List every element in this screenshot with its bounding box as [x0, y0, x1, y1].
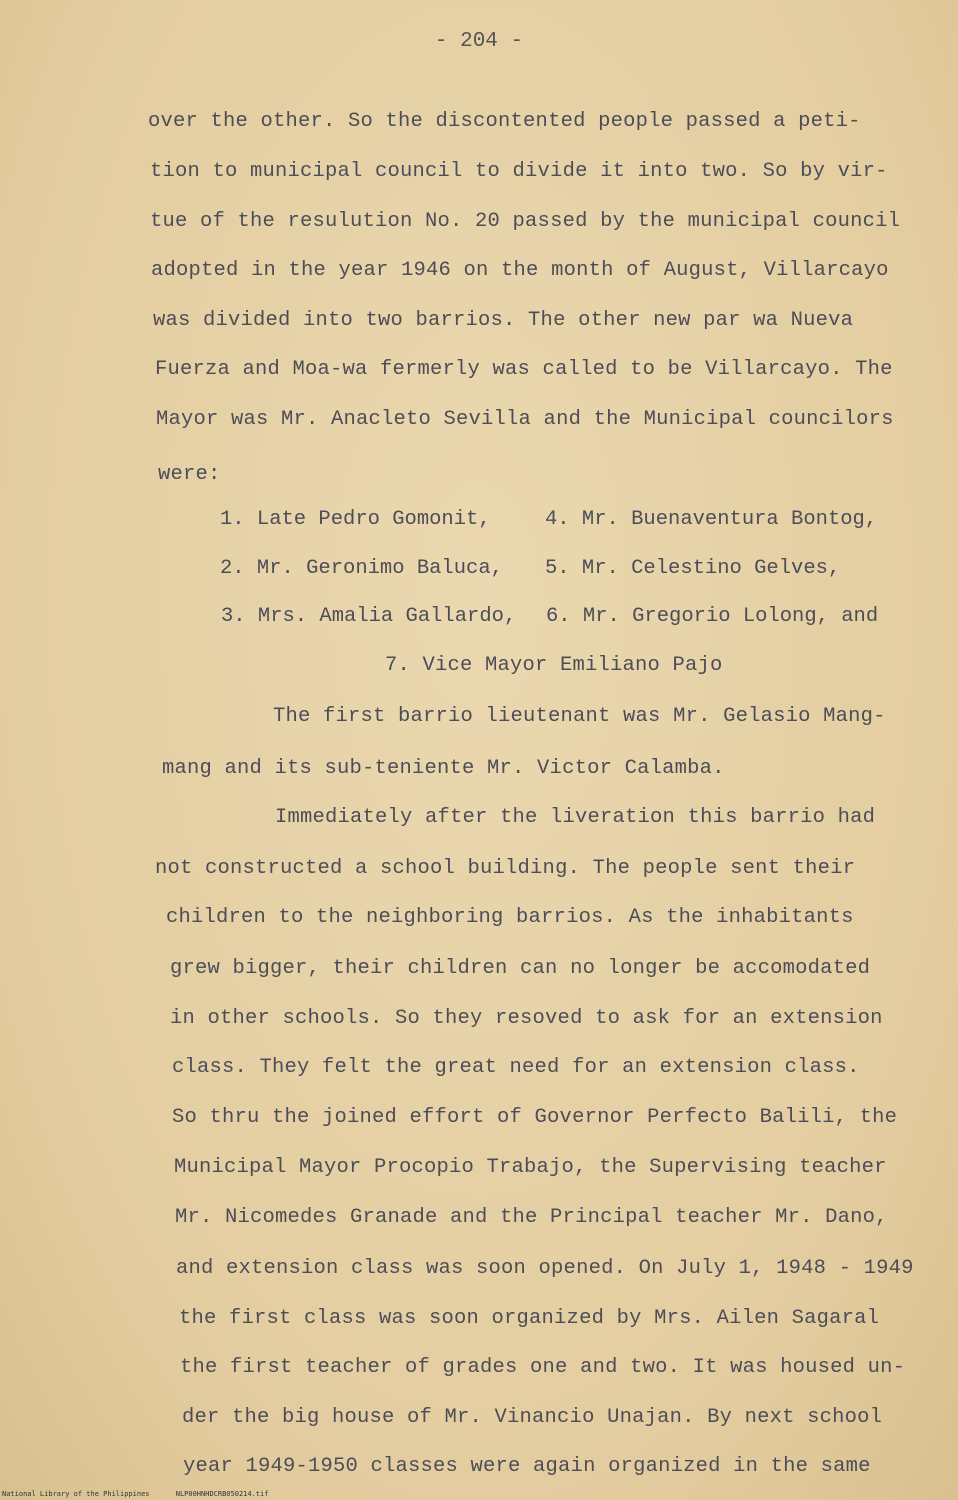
- councilor-item: 3. Mrs. Amalia Gallardo,: [221, 605, 517, 628]
- text-line: The first barrio lieutenant was Mr. Gelasio Mang-: [273, 705, 886, 728]
- text-line: adopted in the year 1946 on the month of August, Villarcayo: [151, 259, 889, 282]
- councilor-item: 4. Mr. Buenaventura Bontog,: [545, 508, 878, 531]
- text-line: were:: [158, 463, 221, 486]
- text-line: the first teacher of grades one and two. It was housed un-: [180, 1356, 906, 1379]
- text-line: Mayor was Mr. Anacleto Sevilla and the Municipal councilors: [156, 408, 894, 431]
- councilor-item: 7. Vice Mayor Emiliano Pajo: [385, 654, 723, 677]
- councilor-row: [220, 557, 841, 580]
- text-line: der the big house of Mr. Vinancio Unajan. By next school: [182, 1406, 883, 1429]
- text-line: over the other. So the discontented people passed a peti-: [148, 110, 861, 133]
- text-line: Mr. Nicomedes Granade and the Principal teacher Mr. Dano,: [175, 1206, 888, 1229]
- text-line: So thru the joined effort of Governor Perfecto Balili, the: [172, 1106, 898, 1129]
- scan-footer: [2, 1490, 290, 1498]
- footer-file: NLP00HNHDCRB050214.tif: [175, 1490, 269, 1498]
- councilor-item: 2. Mr. Geronimo Baluca,: [220, 557, 503, 580]
- text-line: Municipal Mayor Procopio Trabajo, the Supervising teacher: [174, 1156, 887, 1179]
- text-line: tion to municipal council to divide it into two. So by vir-: [150, 160, 888, 183]
- text-line: grew bigger, their children can no longer be accomodated: [170, 957, 871, 980]
- councilor-item: 5. Mr. Celestino Gelves,: [545, 557, 841, 580]
- footer-library: National Library of the Philippines: [2, 1490, 150, 1498]
- councilor-row: [220, 508, 878, 531]
- councilor-row: [221, 605, 879, 628]
- councilor-item: 1. Late Pedro Gomonit,: [220, 508, 491, 531]
- text-line: year 1949-1950 classes were again organized in the same: [183, 1455, 871, 1478]
- text-line: Immediately after the liveration this barrio had: [275, 806, 876, 829]
- text-line: mang and its sub-teniente Mr. Victor Calamba.: [162, 757, 725, 780]
- text-line: not constructed a school building. The people sent their: [155, 857, 856, 880]
- text-line: class. They felt the great need for an extension class.: [172, 1056, 860, 1079]
- text-line: the first class was soon organized by Mrs. Ailen Sagaral: [179, 1307, 880, 1330]
- page-number: - 204 -: [434, 30, 524, 53]
- councilor-item: 6. Mr. Gregorio Lolong, and: [546, 605, 879, 628]
- text-line: was divided into two barrios. The other new par wa Nueva: [153, 309, 854, 332]
- text-line: in other schools. So they resoved to ask for an extension: [170, 1007, 883, 1030]
- text-line: tue of the resulution No. 20 passed by the municipal council: [150, 210, 901, 233]
- text-line: Fuerza and Moa-wa fermerly was called to be Villarcayo. The: [155, 358, 893, 381]
- text-line: children to the neighboring barrios. As the inhabitants: [166, 906, 854, 929]
- text-line: and extension class was soon opened. On July 1, 1948 - 1949: [176, 1257, 914, 1280]
